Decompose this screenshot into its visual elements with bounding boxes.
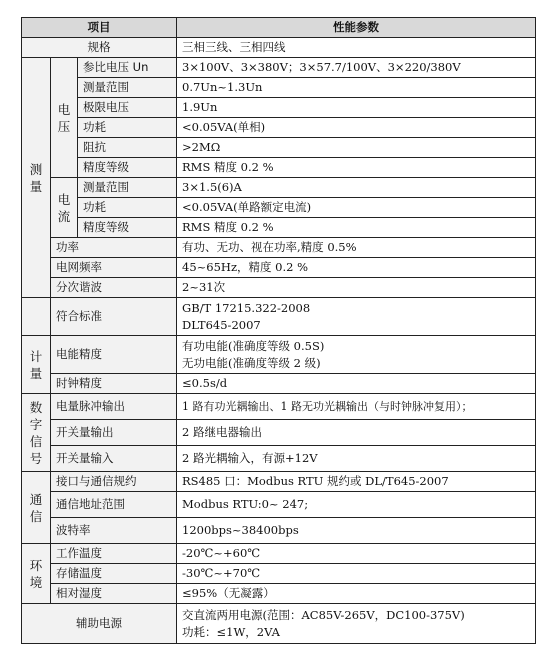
row-value: 1.9Un (177, 98, 536, 118)
header-row (22, 18, 536, 38)
energy-line: 有功电能(准确度等级 0.5S) (182, 338, 325, 353)
group-voltage: 电 压 (51, 58, 78, 178)
row-value (177, 336, 536, 374)
row-label: 相对湿度 (51, 584, 177, 604)
row-value: 2 路继电器输出 (177, 420, 536, 446)
table-row (22, 298, 536, 336)
row-value: 1 路有功光耦输出、1 路无功光耦输出（与时钟脉冲复用）； (177, 394, 536, 420)
row-value: 45~65Hz，精度 0.2 % (177, 258, 536, 278)
row-value: 2~31次 (177, 278, 536, 298)
spec-label: 规格 (22, 38, 177, 58)
category-digital: 数 字 信 号 (22, 394, 51, 472)
row-label: 参比电压 Un (78, 58, 177, 78)
row-label: 功耗 (78, 198, 177, 218)
table-row (22, 446, 536, 472)
table-row (22, 564, 536, 584)
standard-line: GB/T 17215.322-2008 (182, 300, 311, 315)
row-value: >2MΩ (177, 138, 536, 158)
table-row (22, 472, 536, 492)
table-row (22, 492, 536, 518)
row-value: -30℃~+70℃ (177, 564, 536, 584)
row-label: 阻抗 (78, 138, 177, 158)
row-label: 接口与通信规约 (51, 472, 177, 492)
standard-line: DLT645-2007 (182, 317, 261, 332)
row-label: 波特率 (51, 518, 177, 544)
row-label: 分次谐波 (51, 278, 177, 298)
table-row (22, 374, 536, 394)
table-row (22, 238, 536, 258)
table-row (22, 394, 536, 420)
row-label: 开关量输出 (51, 420, 177, 446)
table-row (22, 336, 536, 374)
table-row (22, 98, 536, 118)
row-label: 电量脉冲输出 (51, 394, 177, 420)
category-measure: 测 量 (22, 58, 51, 298)
table-row (22, 58, 536, 78)
row-label: 功耗 (78, 118, 177, 138)
row-value: ≤95%（无凝露） (177, 584, 536, 604)
table-row (22, 420, 536, 446)
row-label: 存储温度 (51, 564, 177, 584)
row-label: 电能精度 (51, 336, 177, 374)
row-value: ≤0.5s/d (177, 374, 536, 394)
row-value: 有功、无功、视在功率,精度 0.5% (177, 238, 536, 258)
header-params: 性能参数 (177, 18, 536, 38)
row-value: Modbus RTU:0~ 247; (177, 492, 536, 518)
row-value: 0.7Un~1.3Un (177, 78, 536, 98)
table-row (22, 604, 536, 644)
row-label: 辅助电源 (22, 604, 177, 644)
row-value: 1200bps~38400bps (177, 518, 536, 544)
row-label: 工作温度 (51, 544, 177, 564)
row-label: 通信地址范围 (51, 492, 177, 518)
table-row (22, 278, 536, 298)
table-row (22, 178, 536, 198)
row-value: RMS 精度 0.2 % (177, 218, 536, 238)
row-value (177, 298, 536, 336)
row-label: 精度等级 (78, 158, 177, 178)
table-row (22, 218, 536, 238)
row-value: 2 路光耦输入，有源+12V (177, 446, 536, 472)
row-label: 功率 (51, 238, 177, 258)
power-line: 交直流两用电源(范围：AC85V-265V，DC100-375V) (182, 607, 465, 622)
row-label: 时钟精度 (51, 374, 177, 394)
row-label: 精度等级 (78, 218, 177, 238)
table-row (22, 38, 536, 58)
category-comm: 通 信 (22, 472, 51, 544)
row-value (177, 604, 536, 644)
row-label: 符合标准 (51, 298, 177, 336)
table-row (22, 198, 536, 218)
category-metering: 计 量 (22, 336, 51, 394)
table-row (22, 518, 536, 544)
row-label: 开关量输入 (51, 446, 177, 472)
header-item: 项目 (22, 18, 177, 38)
table-row (22, 584, 536, 604)
blank-cell (22, 298, 51, 336)
energy-line: 无功电能(准确度等级 2 级) (182, 355, 321, 370)
power-line: 功耗：≤1W，2VA (182, 624, 280, 639)
row-label: 电网频率 (51, 258, 177, 278)
group-current: 电 流 (51, 178, 78, 238)
table-row (22, 118, 536, 138)
row-value: RMS 精度 0.2 % (177, 158, 536, 178)
row-value: 3×1.5(6)A (177, 178, 536, 198)
row-value: RS485 口：Modbus RTU 规约或 DL/T645-2007 (177, 472, 536, 492)
table-row (22, 258, 536, 278)
spec-table (21, 17, 536, 644)
table-row (22, 158, 536, 178)
table-row (22, 544, 536, 564)
row-value: <0.05VA(单路额定电流) (177, 198, 536, 218)
row-value: 3×100V、3×380V；3×57.7/100V、3×220/380V (177, 58, 536, 78)
row-value: <0.05VA(单相) (177, 118, 536, 138)
table-row (22, 78, 536, 98)
table-row (22, 138, 536, 158)
row-label: 测量范围 (78, 78, 177, 98)
spec-value: 三相三线、三相四线 (177, 38, 536, 58)
row-label: 测量范围 (78, 178, 177, 198)
category-env: 环 境 (22, 544, 51, 604)
row-label: 极限电压 (78, 98, 177, 118)
row-value: -20℃~+60℃ (177, 544, 536, 564)
